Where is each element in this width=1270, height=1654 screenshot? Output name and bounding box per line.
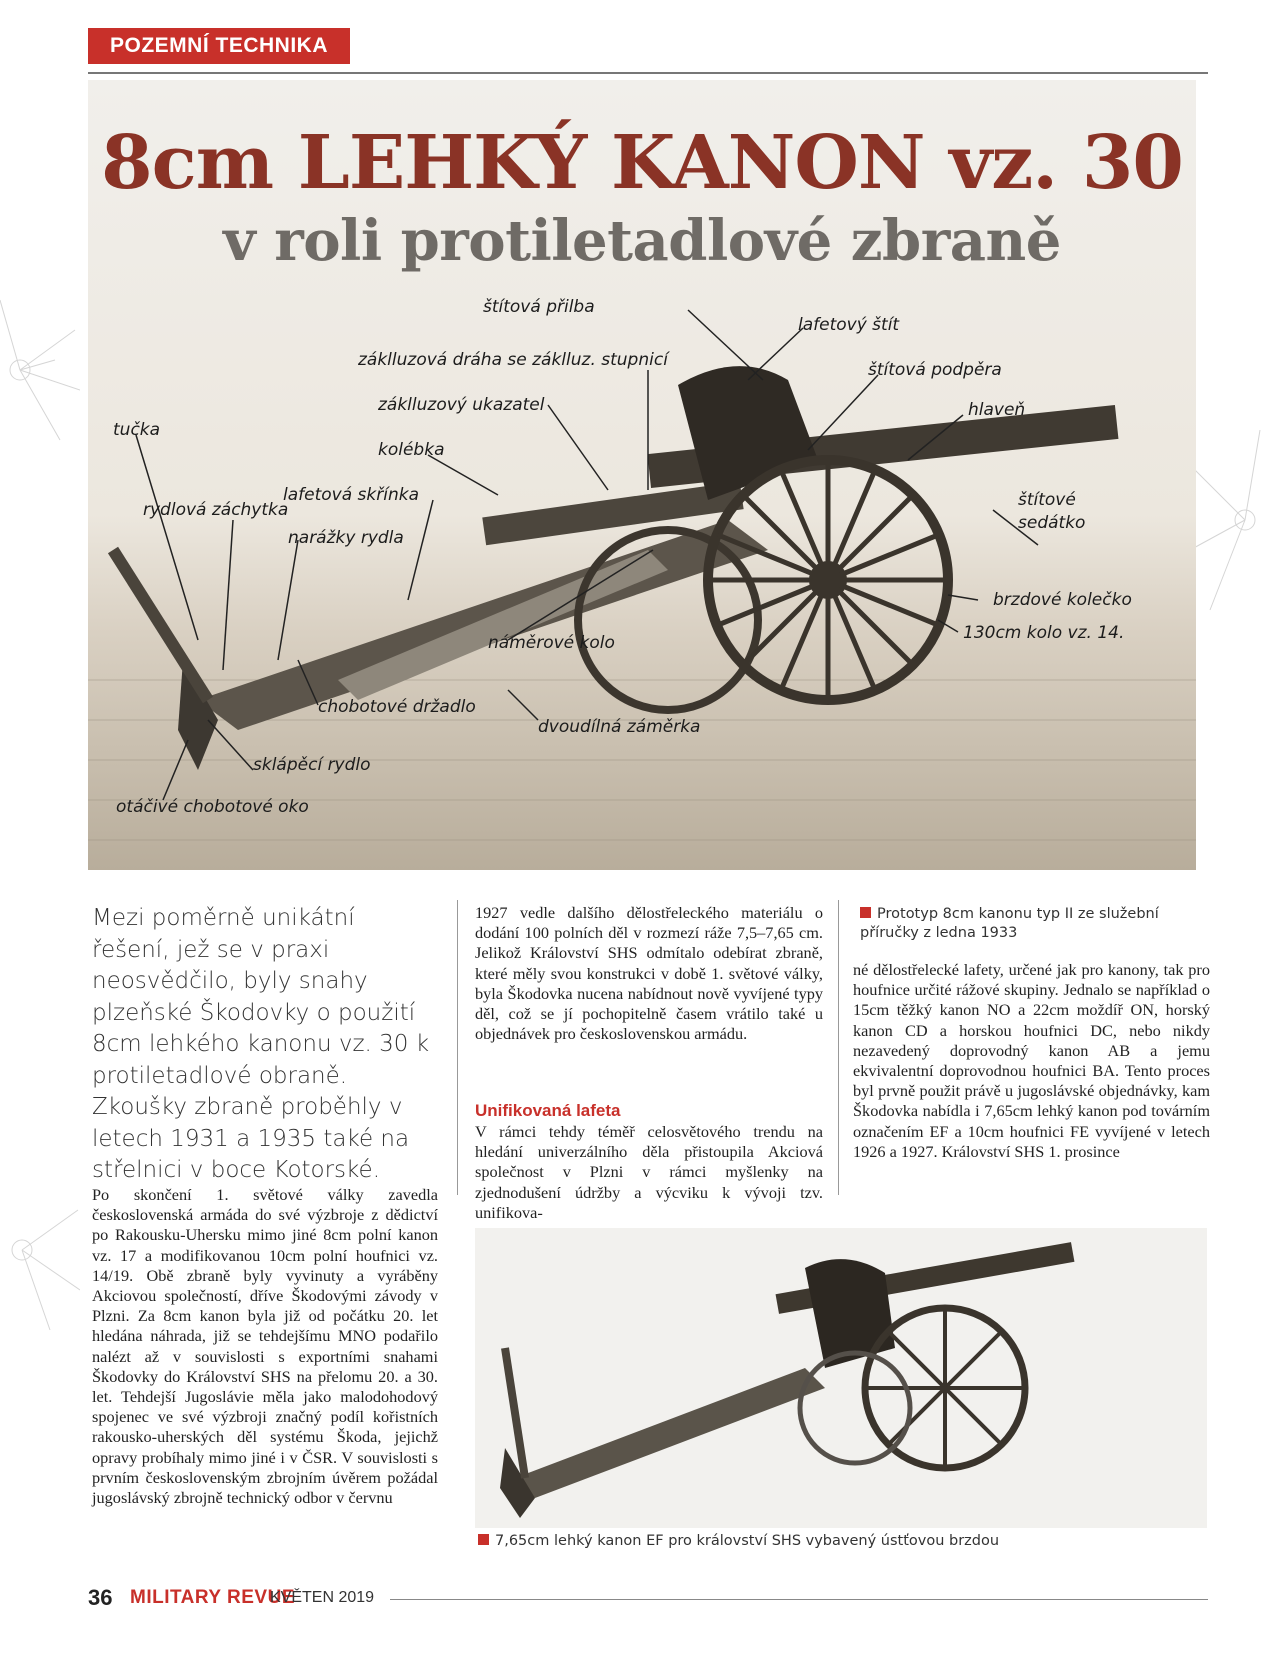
body-column-3: né dělostřelecké lafety, určené jak pro kanony, tak pro houfnice určité rážové skupiny. Jednalo se například o 15cm těžký kanon NO a 22cm moždíř ON, horský kanon CD a horskou houfnici DC, nebo nikdy nezavedený doprovodný kanon AB a jemu ekvivalentní doprovodnou houfnici BA. Tento proces byl prvně použit právě u jugoslávské objednávky, kam Škodovka nabídla i 7,65cm lehký kanon pod továrním označením EF a 10cm houfnici FE vyvíjené v letech 1926 a 1927. Království SHS 1. prosince <box>853 960 1210 1161</box>
bullet-hole-decoration <box>0 290 80 450</box>
label-stitove-1: štítové <box>1018 490 1076 510</box>
label-narazky-rydla: narážky rydla <box>288 528 404 548</box>
caption-marker <box>860 907 871 918</box>
body-column-1: Po skončení 1. světové války zavedla československá armáda do své výzbroje z dědictví po Rakousku-Uhersku mimo jiné 8cm polní kanon vz. 17 a modifikovanou 10cm polní houfnici vz. 14/19. Obě zbraně byly vyvinuty a vyráběny Akciovou společností, dříve Škodovými závody v Plzni. Za 8cm kanon byla již od počátku 20. let hledána náhrada, již se tehdejšímu MNO podařilo nalézt až v souvislosti s exportními snahami Škodovky do Království SHS na přelomu 20. a 30. let. Tehdejší Jugoslávie měla jako malodohodový spojenec ve své výzbroji značný podíl kořistních rakousko-uherských děl systému Škoda, jejichž opravy probíhaly mimo jiné i v ČSR. V souvislosti s prvním československým zbrojním úvěrem požádal jugoslávský zbrojně technický odbor v červnu <box>92 1185 438 1508</box>
label-lafetova-skrinka: lafetová skřínka <box>283 485 419 505</box>
bullet-hole-decoration <box>0 1180 80 1340</box>
hero-photo <box>88 80 1196 870</box>
caption-bottom-text: 7,65cm lehký kanon EF pro království SHS vybavený ústťovou brzdou <box>495 1533 1000 1549</box>
lead-paragraph: Mezi poměrně unikátní řešení, jež se v praxi neosvědčilo, byly snahy plzeňské Škodovky o použití 8cm lehkého kanonu vz. 30 k protiletadlové obraně. Zkoušky zbraně proběhly v letech 1931 a 1935 také na střelnici v boce Kotorské. <box>92 905 430 1183</box>
cannon-diagram <box>88 80 1196 870</box>
label-tucka: tučka <box>113 420 161 440</box>
label-dvoudilna-zamerka: dvoudílná záměrka <box>538 717 701 737</box>
caption-top <box>860 905 1210 943</box>
column-divider <box>457 900 458 1195</box>
article-title: 8cm LEHKÝ KANON vz. 30 <box>101 120 1183 206</box>
label-zakluzova-draha: záklluzová dráha se záklluz. stupnicí <box>358 350 668 370</box>
bullet-hole-decoration <box>1190 430 1270 620</box>
label-lafetovy-stit: lafetový štít <box>798 315 900 335</box>
label-brzdove-kolecko: brzdové kolečko <box>993 590 1132 610</box>
body-column-2-cont: V rámci tehdy téměř celosvětového trendu na hledání univerzálního děla přistoupila Akciová společnost v Plzni v rámci myšlenky na zjednodušení údržby a výcviku k vývoji tzv. unifikova- <box>475 1122 823 1222</box>
ef-cannon-illustration <box>475 1228 1207 1528</box>
label-rydlova-zachytka: rydlová záchytka <box>143 500 289 520</box>
issue-date: KVĚTEN 2019 <box>270 1589 375 1606</box>
label-hlaven: hlaveň <box>968 400 1026 420</box>
section-tag: POZEMNÍ TECHNIKA <box>88 28 350 64</box>
caption-top-text: Prototyp 8cm kanonu typ II ze služební příručky z ledna 1933 <box>860 906 1159 941</box>
label-zakluzovy-ukazatel: záklluzový ukazatel <box>378 395 545 415</box>
body-column-2: 1927 vedle dalšího dělostřeleckého materiálu o dodání 100 polních děl v rozmezí ráže 7,5–7,65 cm. Jelikož Království SHS odmítalo odebírat zbraně, které měly svou konstrukci v době 1. světové války, byla Škodovka nucena nabídnout nově vyvíjené typy děl, což se jí pochopitelně časem vrátilo také u objednávek pro československou armádu. <box>475 903 823 1044</box>
column-divider <box>838 900 839 1195</box>
page-number: 36 <box>88 1585 113 1610</box>
footer-rule <box>390 1599 1208 1600</box>
label-sklapeci-rydlo: sklápěcí rydlo <box>253 755 371 775</box>
label-kolebka: kolébka <box>378 440 445 460</box>
article-subtitle: v roli protiletadlové zbraně <box>223 208 1061 274</box>
label-namerove-kolo: náměrové kolo <box>488 633 615 653</box>
subheading: Unifikovaná lafeta <box>475 1101 621 1120</box>
label-stitova-prilba: štítová přilba <box>483 297 595 317</box>
header-rule <box>88 72 1208 74</box>
caption-bottom <box>478 1532 1178 1551</box>
label-otacive-oko: otáčivé chobotové oko <box>116 797 309 817</box>
label-chobotove-drzadlo: chobotové držadlo <box>318 697 476 717</box>
label-kolo: 130cm kolo vz. 14. <box>963 623 1125 643</box>
photo-ef-cannon <box>475 1228 1207 1528</box>
label-stitove-2: sedátko <box>1018 513 1086 533</box>
caption-marker <box>478 1534 489 1545</box>
magazine-brand: MILITARY REVUE <box>130 1587 295 1608</box>
label-stitova-podpera: štítová podpěra <box>868 360 1002 380</box>
